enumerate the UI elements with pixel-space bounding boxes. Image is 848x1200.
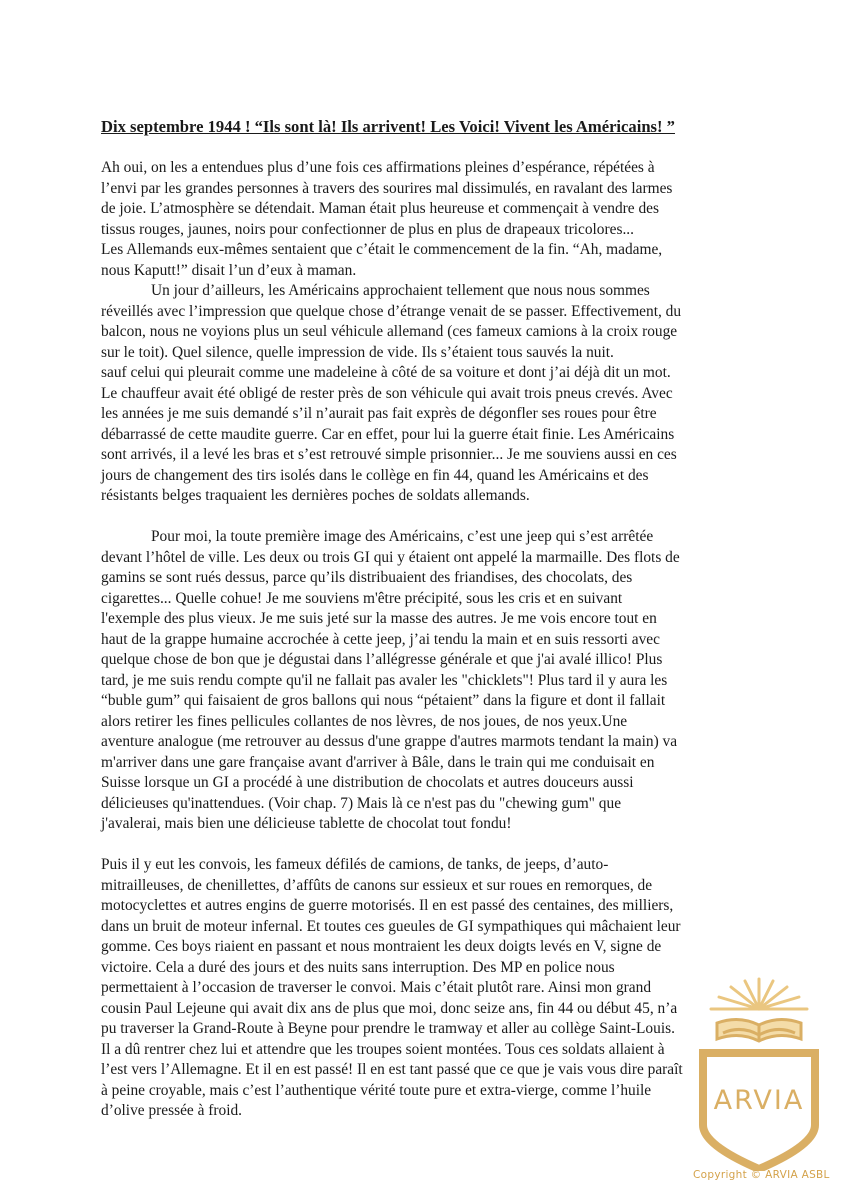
- text-line: m'arriver dans une gare française avant d'arriver à Bâle, dans le train qui me conduisait en: [101, 753, 655, 771]
- document-body: [101, 158, 751, 1122]
- paragraph: [101, 527, 751, 835]
- paragraph: [101, 281, 751, 507]
- text-line: sur le toit). Quel silence, quelle impression de vide. Ils s’étaient tous sauvés la nuit.: [101, 343, 614, 361]
- text-line: tard, je me suis rendu compte qu'il ne fallait pas avaler les "chicklets"! Plus tard il y aura les: [101, 671, 668, 689]
- text-line: Le chauffeur avait été obligé de rester près de son véhicule qui avait trois pneus crevés. Avec: [101, 384, 673, 402]
- text-line: sauf celui qui pleurait comme une madeleine à côté de sa voiture et dont j’ai déjà dit un mot.: [101, 364, 671, 381]
- text-line: sont arrivés, il a levé les bras et s’est retrouvé simple prisonnier... Je me souviens aussi en ces: [101, 446, 677, 463]
- text-line: aventure analogue (me retrouver au dessus d'une grappe d'autres marmots tendant la main) va: [101, 733, 678, 750]
- copyright-notice: Copyright © ARVIA ASBL: [693, 1169, 830, 1181]
- document-page: [101, 116, 751, 1122]
- text-line: tissus rouges, jaunes, noirs pour confectionner de plus en plus de drapeaux tricolores...: [101, 220, 634, 238]
- text-line: Un jour d’ailleurs, les Américains approchaient tellement que nous nous sommes: [151, 282, 650, 299]
- text-line: les années je me suis demandé s’il n’aurait pas fait exprès de dégonfler ses roues pour être: [101, 405, 657, 422]
- paragraph-gap: [101, 507, 751, 528]
- text-line: jours de changement des tirs isolés dans le collège en fin 44, quand les Américains et des: [101, 466, 649, 484]
- text-line: dans un bruit de moteur infernal. Et toutes ces gueules de GI sympathiques qui mâchaient leur: [101, 917, 681, 935]
- text-line: l’est vers l’Allemagne. Et il en est passé! Il en est tant passé que ce que je vais vous dire paraît: [101, 1061, 683, 1078]
- text-line: réveillés avec l’impression que quelque chose d’étrange venait de se passer. Effectivement, du: [101, 302, 682, 320]
- arvia-logo-watermark: [693, 975, 825, 1171]
- text-line: j'avalerai, mais bien une délicieuse tablette de chocolat tout fondu!: [101, 815, 512, 832]
- open-book-icon: [717, 1019, 801, 1041]
- logo-text: ARVIA: [713, 1085, 805, 1116]
- text-line: victoire. Cela a duré des jours et des nuits sans interruption. Des MP en police nous: [101, 958, 615, 976]
- paragraph: [101, 855, 751, 1122]
- text-line: motocyclettes et autres engins de guerre motorisés. Il en est passé des centaines, des milliers,: [101, 897, 674, 914]
- text-line: Puis il y eut les convois, les fameux défilés de camions, de tanks, de jeeps, d’auto-: [101, 856, 609, 873]
- text-line: gomme. Ces boys riaient en passant et nous montraient les deux doigts levés en V, signe de: [101, 938, 662, 955]
- paragraph: [101, 158, 751, 281]
- text-line: débarrassé de cette maudite guerre. Car en effet, pour lui la guerre était finie. Les Américains: [101, 425, 675, 443]
- text-line: nous Kaputt!” disait l’un d’eux à maman.: [101, 261, 357, 279]
- text-line: l’envi par les grandes personnes à travers des sourires mal dissimulés, en ravalant des larmes: [101, 179, 673, 197]
- text-line: Il a dû rentrer chez lui et attendre que les troupes soient montées. Tous ces soldats allaient à: [101, 1040, 665, 1058]
- text-line: résistants belges traquaient les dernières poches de soldats allemands.: [101, 487, 530, 504]
- text-line: “buble gum” qui faisaient de gros ballons qui nous “pétaient” dans la figure et dont il fallait: [101, 692, 666, 709]
- text-line: quelque chose de bon que je dégustai dans l’allégresse générale et que j'ai avalé illico! Plus: [101, 651, 663, 668]
- text-line: de joie. L’atmosphère se détendait. Maman était plus heureuse et commençait à vendre des: [101, 200, 659, 217]
- text-line: cigarettes... Quelle cohue! Je me souviens m'être précipité, sous les cris et en suivant: [101, 589, 623, 607]
- text-line: balcon, nous ne voyions plus un seul véhicule allemand (ces fameux camions à la croix rouge: [101, 323, 678, 340]
- text-line: mitrailleuses, de chenillettes, d’affûts de canons sur essieux et sur roues en remorques, de: [101, 876, 653, 894]
- text-line: alors retirer les fines pellicules collantes de nos lèvres, de nos joues, de nos yeux.Une: [101, 712, 628, 730]
- paragraph-gap: [101, 835, 751, 856]
- text-line: haut de la grappe humaine accrochée à cette jeep, j’ai tendu la main et en suis ressorti avec: [101, 630, 660, 648]
- document-title: Dix septembre 1944 ! “Ils sont là! Ils arrivent! Les Voici! Vivent les Américains! ”: [101, 117, 675, 136]
- text-line: permettaient à l’occasion de traverser le convoi. Mais c’était plutôt rare. Ainsi mon grand: [101, 979, 652, 996]
- text-line: Les Allemands eux-mêmes sentaient que c’était le commencement de la fin. “Ah, madame,: [101, 241, 663, 258]
- text-line: pu traverser la Grand-Route à Beyne pour prendre le tramway et aller au collège Saint-Louis.: [101, 1020, 675, 1037]
- text-line: devant l’hôtel de ville. Les deux ou trois GI qui y étaient ont appelé la marmaille. Des flots de: [101, 548, 680, 566]
- text-line: Ah oui, on les a entendues plus d’une fois ces affirmations pleines d’espérance, répétées à: [101, 159, 655, 176]
- text-line: délicieuses qu'inattendues. (Voir chap. 7) Mais là ce n'est pas du "chewing gum" que: [101, 794, 622, 812]
- text-line: à peine croyable, mais c’est l’authentique vérité toute pure et extra-vierge, comme l’huile: [101, 1081, 652, 1099]
- text-line: gamins se sont rués dessus, parce qu’ils distribuaient des friandises, des chocolats, des: [101, 569, 633, 586]
- sunburst-rays: [711, 979, 807, 1009]
- text-line: Suisse lorsque un GI a procédé à une distribution de chocolats et autres douceurs aussi: [101, 774, 634, 791]
- text-line: l'exemple des plus vieux. Je me suis jeté sur la masse des autres. Je me vois encore tout en: [101, 610, 657, 627]
- text-line: Pour moi, la toute première image des Américains, c’est une jeep qui s’est arrêtée: [151, 528, 654, 545]
- text-line: d’olive pressée à froid.: [101, 1102, 243, 1119]
- text-line: cousin Paul Lejeune qui avait dix ans de plus que moi, donc seize ans, fin 44 ou début 45, n’a: [101, 999, 678, 1017]
